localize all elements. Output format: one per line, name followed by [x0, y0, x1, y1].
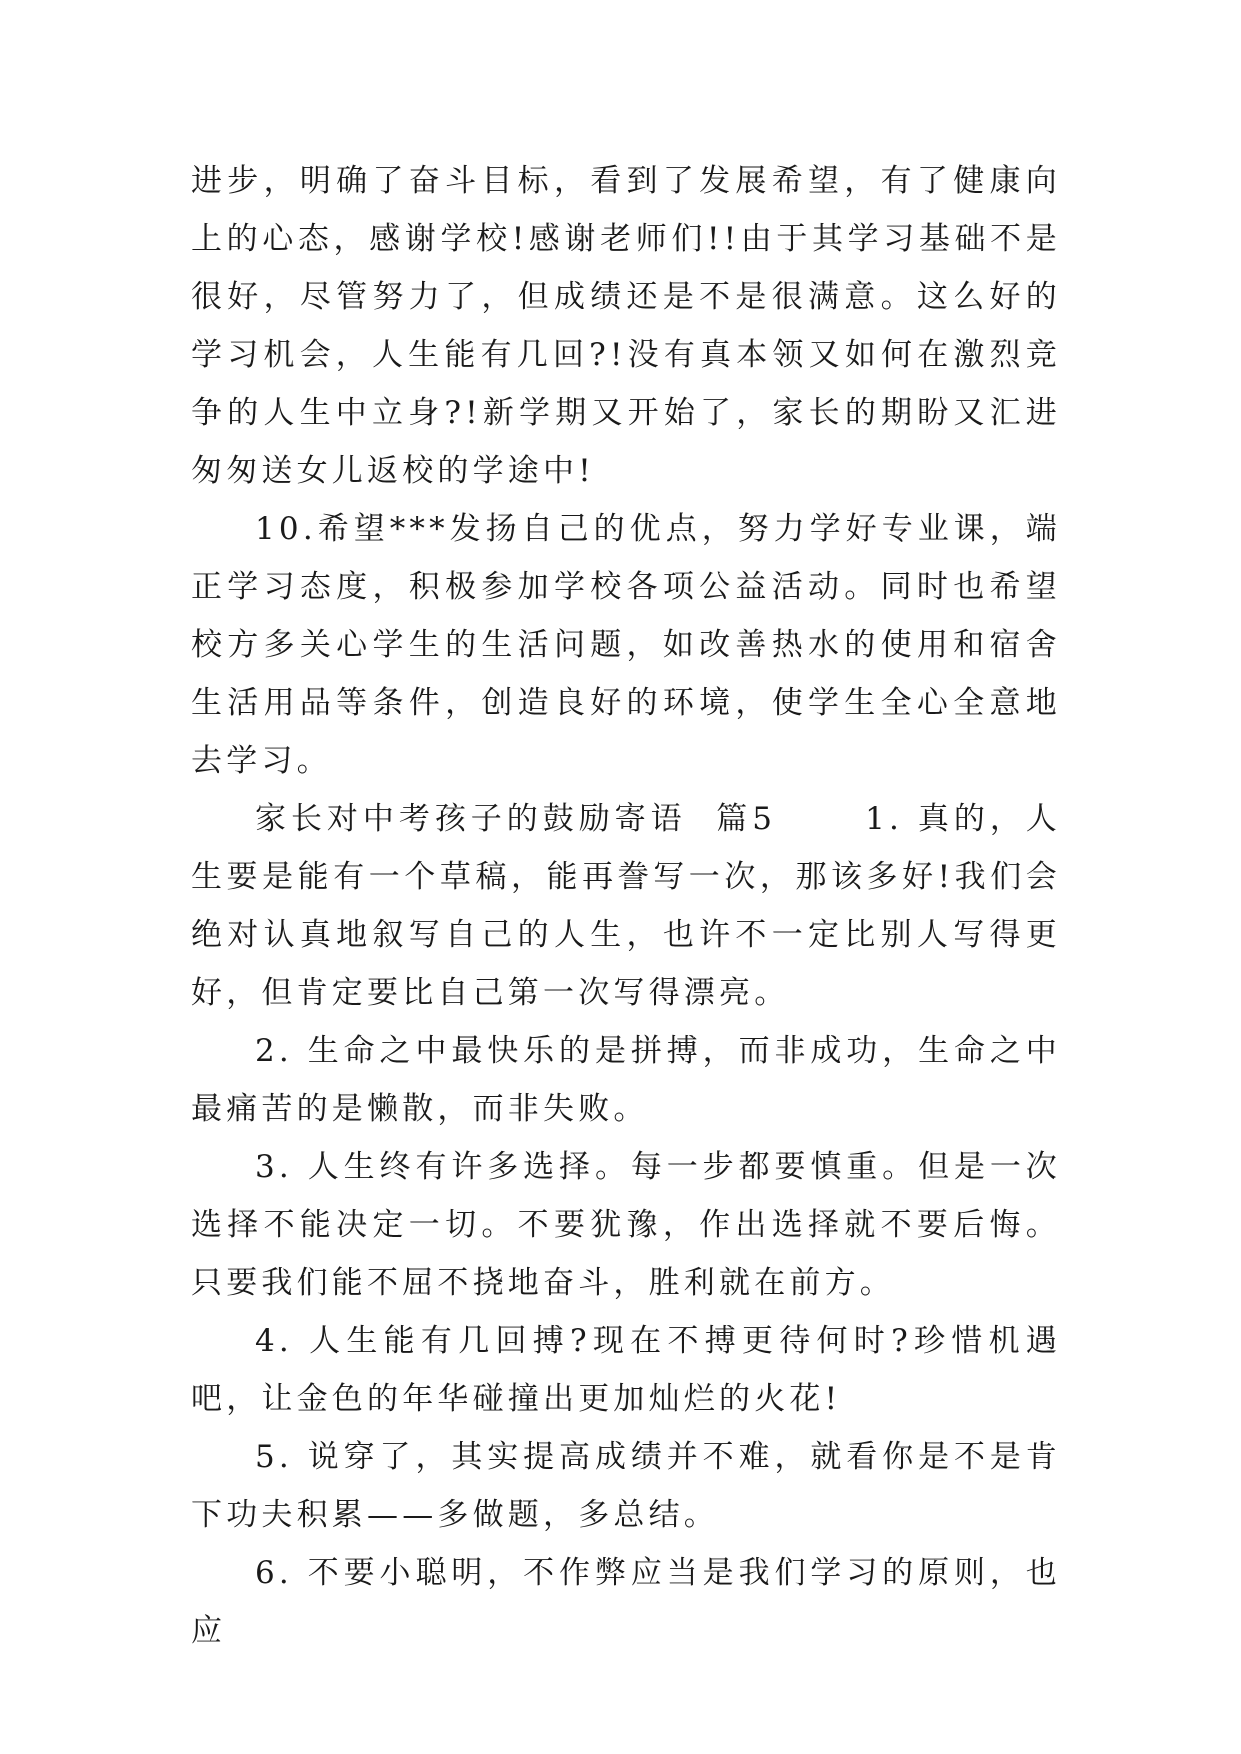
paragraph-item-10: 10.希望***发扬自己的优点，努力学好专业课，端正学习态度，积极参加学校各项公益活动。同时也希望校方多关心学生的生活问题，如改善热水的使用和宿舍生活用品等条件，创造良好的环境，使学生全心全意地去学习。	[191, 511, 1061, 779]
paragraph-item-5: 5. 说穿了，其实提高成绩并不难，就看你是不是肯下功夫积累——多做题，多总结。	[191, 1439, 1061, 1533]
paragraph-item-4: 4. 人生能有几回搏?现在不搏更待何时?珍惜机遇吧，让金色的年华碰撞出更加灿烂的火花!	[191, 1323, 1061, 1417]
paragraph-item-3: 3. 人生终有许多选择。每一步都要慎重。但是一次选择不能决定一切。不要犹豫，作出选择就不要后悔。只要我们能不屈不挠地奋斗，胜利就在前方。	[191, 1149, 1061, 1301]
paragraph-section-5-item-1: 家长对中考孩子的鼓励寄语 篇5 1. 真的，人生要是能有一个草稿，能再誊写一次，那该多好!我们会绝对认真地叙写自己的人生，也许不一定比别人写得更好，但肯定要比自己第一次写得漂亮。	[191, 801, 1061, 1011]
document-body	[191, 152, 1061, 1660]
paragraph-continuation: 进步，明确了奋斗目标，看到了发展希望，有了健康向上的心态，感谢学校!感谢老师们!!由于其学习基础不是很好，尽管努力了，但成绩还是不是很满意。这么好的学习机会，人生能有几回?!没有真本领又如何在激烈竞争的人生中立身?!新学期又开始了，家长的期盼又汇进匆匆送女儿返校的学途中!	[191, 163, 1061, 489]
paragraph-item-2: 2. 生命之中最快乐的是拼搏，而非成功，生命之中最痛苦的是懒散，而非失败。	[191, 1033, 1061, 1127]
paragraph-item-6: 6. 不要小聪明，不作弊应当是我们学习的原则，也应	[191, 1555, 1061, 1649]
